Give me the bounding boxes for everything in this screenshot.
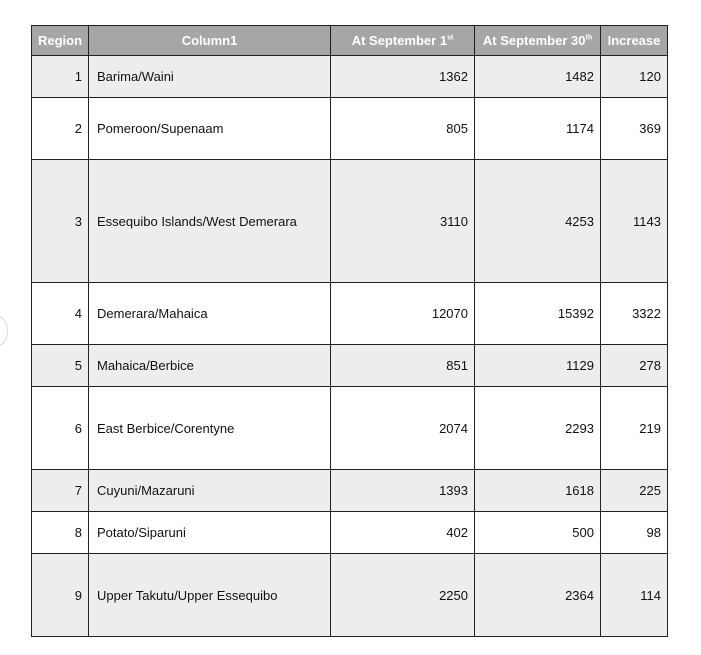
table-row	[32, 160, 668, 283]
region-cell: 2	[32, 98, 89, 160]
september-30-cell: 1129	[475, 345, 601, 387]
region-cell: 6	[32, 387, 89, 470]
region-name-cell: Upper Takutu/Upper Essequibo	[89, 554, 331, 637]
region-name-cell: Pomeroon/Supenaam	[89, 98, 331, 160]
header-increase: Increase	[601, 26, 668, 56]
region-cell: 1	[32, 56, 89, 98]
increase-cell: 225	[601, 470, 668, 512]
september-1-cell: 2074	[331, 387, 475, 470]
region-name-cell: Cuyuni/Mazaruni	[89, 470, 331, 512]
table-row	[32, 387, 668, 470]
table-row	[32, 470, 668, 512]
header-row	[32, 26, 668, 56]
table-row	[32, 345, 668, 387]
region-cell: 3	[32, 160, 89, 283]
september-1-cell: 851	[331, 345, 475, 387]
header-region: Region	[32, 26, 89, 56]
september-1-cell: 3110	[331, 160, 475, 283]
region-name-cell: Barima/Waini	[89, 56, 331, 98]
header-september-1-text: At September 1	[351, 33, 448, 48]
september-1-cell: 805	[331, 98, 475, 160]
september-30-cell: 1618	[475, 470, 601, 512]
header-column1: Column1	[89, 26, 331, 56]
region-name-cell: Essequibo Islands/West Demerara	[89, 160, 331, 283]
header-september-1	[331, 26, 475, 56]
region-cell: 4	[32, 283, 89, 345]
september-1-cell: 12070	[331, 283, 475, 345]
region-name-cell: East Berbice/Corentyne	[89, 387, 331, 470]
increase-cell: 1143	[601, 160, 668, 283]
increase-cell: 98	[601, 512, 668, 554]
increase-cell: 278	[601, 345, 668, 387]
header-september-30-text: At September 30	[482, 33, 586, 48]
september-30-cell: 1174	[475, 98, 601, 160]
header-september-30	[475, 26, 601, 56]
september-1-cell: 1362	[331, 56, 475, 98]
september-1-cell: 1393	[331, 470, 475, 512]
table-row	[32, 98, 668, 160]
region-name-cell: Potato/Siparuni	[89, 512, 331, 554]
increase-cell: 3322	[601, 283, 668, 345]
header-september-1-suffix: st	[447, 34, 454, 42]
table-row	[32, 554, 668, 637]
page-edge-marker	[0, 316, 8, 346]
region-name-cell: Demerara/Mahaica	[89, 283, 331, 345]
increase-cell: 114	[601, 554, 668, 637]
increase-cell: 369	[601, 98, 668, 160]
september-30-cell: 4253	[475, 160, 601, 283]
september-30-cell: 2364	[475, 554, 601, 637]
september-30-cell: 2293	[475, 387, 601, 470]
table-row	[32, 283, 668, 345]
region-cell: 9	[32, 554, 89, 637]
september-30-cell: 1482	[475, 56, 601, 98]
region-statistics-table	[31, 25, 668, 637]
september-30-cell: 500	[475, 512, 601, 554]
increase-cell: 120	[601, 56, 668, 98]
september-1-cell: 402	[331, 512, 475, 554]
region-name-cell: Mahaica/Berbice	[89, 345, 331, 387]
region-cell: 5	[32, 345, 89, 387]
table-row	[32, 512, 668, 554]
table-row	[32, 56, 668, 98]
region-cell: 8	[32, 512, 89, 554]
september-1-cell: 2250	[331, 554, 475, 637]
header-september-30-suffix: th	[585, 34, 593, 42]
region-cell: 7	[32, 470, 89, 512]
increase-cell: 219	[601, 387, 668, 470]
september-30-cell: 15392	[475, 283, 601, 345]
